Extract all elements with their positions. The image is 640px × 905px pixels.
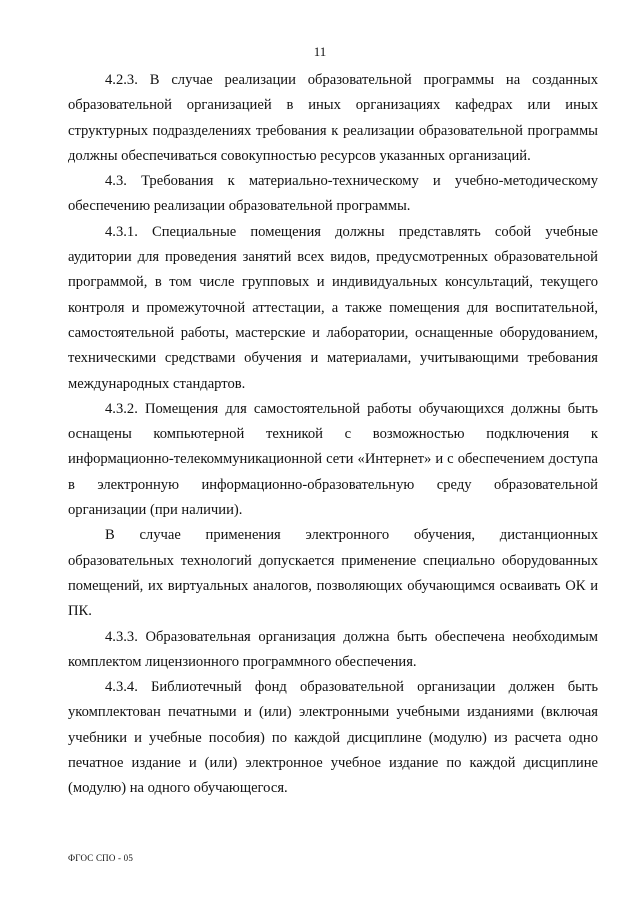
paragraph-4-2-3: 4.2.3. В случае реализации образовательной программы на созданных образовательной организацией в иных организациях кафедрах или иных структурных подразделениях требования к реализации образовательной программы должны обеспечиваться совокупностью ресурсов указанных организаций. xyxy=(68,72,598,164)
document-footer: ФГОС СПО - 05 xyxy=(68,853,134,863)
paragraph-4-3-3: 4.3.3. Образовательная организация должна быть обеспечена необходимым комплектом лицензионного программного обеспечения. xyxy=(68,628,598,670)
paragraph-e-learning: В случае применения электронного обучения, дистанционных образовательных технологий допускается применение специально оборудованных помещений, их виртуальных аналогов, позволяющих обучающимся осваивать ОК и ПК. xyxy=(68,527,598,620)
paragraph-4-3-4: 4.3.4. Библиотечный фонд образовательной организации должен быть укомплектован печатными и (или) электронными учебными изданиями (включая учебники и учебные пособия) по каждой дисциплине (модулю) из расчета одно печатное издание и (или) электронное учебное издание по каждой дисциплине (модулю) на одного обучающегося. xyxy=(68,679,598,797)
paragraph-4-3: 4.3. Требования к материально-техническому и учебно-методическому обеспечению реализации образовательной программы. xyxy=(68,173,598,215)
paragraph-4-3-1: 4.3.1. Специальные помещения должны представлять собой учебные аудитории для проведения занятий всех видов, предусмотренных образовательной программой, в том числе групповых и индивидуальных консультаций, текущего контроля и промежуточной аттестации, а также помещения для воспитательной, самостоятельной работы, мастерские и лаборатории, оснащенные оборудованием, техническими средствами обучения и материалами, учитывающими требования международных стандартов. xyxy=(68,223,598,392)
paragraph-4-3-2: 4.3.2. Помещения для самостоятельной работы обучающихся должны быть оснащены компьютерной техникой с возможностью подключения к информационно-телекоммуникационной сети «Интернет» и с обеспечением доступа в электронную информационно-образовательную среду образовательной организации (при наличии). xyxy=(68,400,598,519)
document-body xyxy=(68,68,598,802)
page-number: 11 xyxy=(313,44,327,59)
